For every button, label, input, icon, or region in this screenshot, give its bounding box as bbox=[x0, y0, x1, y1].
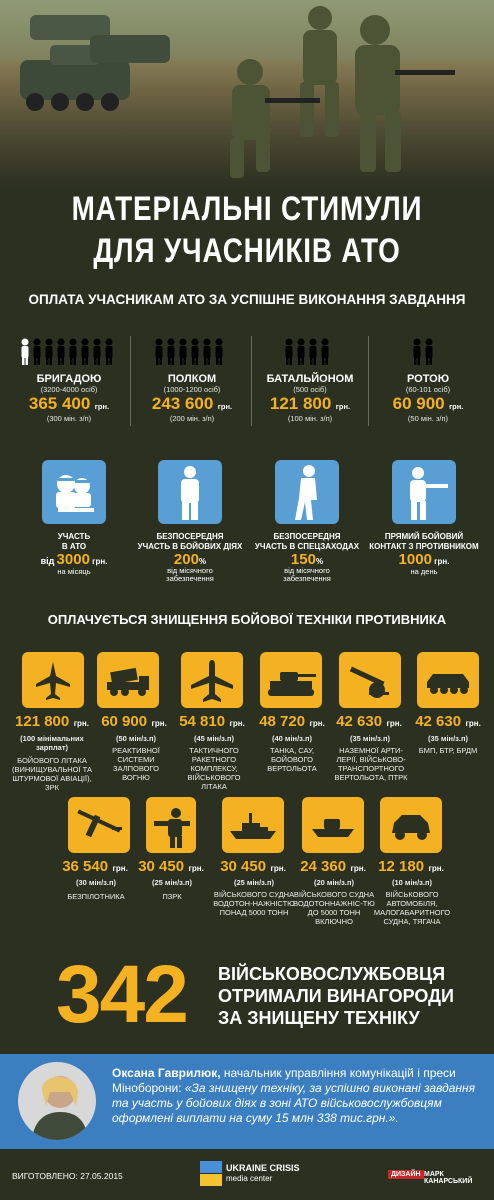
soldier-running-icon bbox=[275, 460, 339, 524]
boat-icon bbox=[302, 797, 364, 853]
reward-value: 12 180 bbox=[378, 858, 425, 875]
unit-min: (300 мін. з/п) bbox=[46, 414, 92, 423]
participation-title: УЧАСТЬ bbox=[57, 532, 91, 541]
participation-unit: грн. bbox=[434, 557, 450, 566]
reward-description: БОЙОВОГО ЛІТАКА (ВИНИЩУВАЛЬНОЇ ТА ШТУРМОВОЇ АВІАЦІЇ), ЗРК bbox=[12, 756, 93, 792]
reward-description: БМП, БТР, БРДМ bbox=[418, 746, 478, 755]
reward-value: 121 800 bbox=[15, 713, 70, 730]
reward-amount bbox=[52, 858, 138, 876]
unit-regiment bbox=[133, 373, 251, 423]
reward-value: 60 900 bbox=[101, 713, 148, 730]
manpads-box bbox=[146, 797, 196, 853]
participation-note: від місячного bbox=[284, 566, 330, 575]
participation-title: УЧАСТЬ В СПЕЦЗАХОДАХ bbox=[254, 542, 360, 551]
big-text-line: ВІЙСЬКОВОСЛУЖБОВЦЯ bbox=[218, 964, 446, 984]
company-people-icon bbox=[412, 338, 442, 366]
reward-amount bbox=[327, 713, 411, 731]
participation-unit: % bbox=[315, 557, 324, 566]
rocket-launcher-icon bbox=[97, 652, 159, 708]
reward-amount bbox=[405, 713, 491, 731]
logo-text: UKRAINE CRISIS bbox=[226, 1163, 300, 1173]
participation-note: на день bbox=[410, 567, 438, 576]
participation-unit: грн. bbox=[92, 557, 108, 566]
person-portrait-icon bbox=[18, 1062, 96, 1140]
unit-people: (60-101 осіб) bbox=[405, 385, 451, 394]
reward-min-wage: (10 мін/з.п) bbox=[391, 878, 432, 887]
participation-title: ПРЯМИЙ БОЙОВИЙ bbox=[384, 532, 464, 541]
unit-company bbox=[369, 373, 487, 423]
reward-amount bbox=[210, 858, 296, 876]
reward-description: ВІЙСЬКОВОГО СУДНА ВОДОТОННАЖНІС-ТЮ ДО 5000 ТОНН ВКЛЮЧНО bbox=[293, 890, 375, 926]
reward-min-wage: (25 мін/з.п) bbox=[151, 878, 192, 887]
reward-currency: грн. bbox=[151, 719, 167, 728]
footer-date: ВИГОТОВЛЕНО: 27.05.2015 bbox=[12, 1171, 123, 1181]
participation-title: БЕЗПОСЕРЕДНЯ bbox=[273, 532, 341, 541]
participation-prefix: від bbox=[40, 556, 55, 566]
unit-people: (1000-1200 осіб) bbox=[163, 385, 221, 394]
unit-currency: грн. bbox=[449, 402, 464, 411]
reward-currency: грн. bbox=[465, 719, 481, 728]
regiment-people-icon bbox=[154, 338, 234, 366]
reward-value: 48 720 bbox=[259, 713, 306, 730]
reward-currency: грн. bbox=[350, 864, 366, 873]
ukraine-crisis-logo-icon bbox=[200, 1161, 222, 1187]
tank-box bbox=[260, 652, 322, 708]
quote-role: Міноборони: bbox=[112, 1081, 185, 1095]
reward-amount bbox=[170, 713, 254, 731]
unit-amount: 121 800 bbox=[269, 394, 332, 413]
drone-box bbox=[68, 797, 130, 853]
reward-value: 30 450 bbox=[220, 858, 267, 875]
reward-description: БЕЗПІЛОТНИКА bbox=[67, 892, 125, 901]
section-destruction-title: ОПЛАЧУЄТЬСЯ ЗНИЩЕННЯ БОЙОВОЇ ТЕХНІКИ ПРОТИВНИКА bbox=[47, 612, 447, 627]
reward-value: 54 810 bbox=[179, 713, 226, 730]
big-text bbox=[218, 963, 454, 1029]
combat-icon-box bbox=[158, 460, 222, 524]
unit-currency: грн. bbox=[94, 402, 110, 411]
participation-value: 1000 bbox=[398, 551, 432, 568]
big-text-line: ЗА ЗНИЩЕНУ ТЕХНІКУ bbox=[218, 1008, 420, 1028]
airplane-box bbox=[181, 652, 243, 708]
soldier-aiming-icon bbox=[392, 460, 456, 524]
special-ops-icon-box bbox=[275, 460, 339, 524]
reward-currency: грн. bbox=[428, 864, 444, 873]
participation-value: 200 bbox=[173, 551, 199, 568]
divider bbox=[130, 336, 131, 426]
artillery-icon bbox=[339, 652, 401, 708]
quote-body: та участь у бойових діях в зоні АТО військовослужбовцям bbox=[112, 1096, 442, 1110]
quote-text bbox=[112, 1066, 488, 1126]
reward-currency: грн. bbox=[309, 719, 325, 728]
reward-value: 42 630 bbox=[415, 713, 462, 730]
unit-label: ПОЛКОМ bbox=[167, 373, 217, 385]
participation-title: УЧАСТЬ В БОЙОВИХ ДІЯХ bbox=[137, 542, 243, 551]
participation-note: від місячного bbox=[167, 566, 213, 575]
section-payment-title: ОПЛАТА УЧАСНИКАМ АТО ЗА УСПІШНЕ ВИКОНАННЯ ЗАВДАННЯ bbox=[28, 292, 466, 307]
reward-min-wage: (35 мін/з.п) bbox=[427, 734, 468, 743]
airplane-icon bbox=[181, 652, 243, 708]
reward-currency: грн. bbox=[270, 864, 286, 873]
reward-amount bbox=[92, 713, 176, 731]
reward-amount bbox=[290, 858, 376, 876]
fighter-jet-box bbox=[22, 652, 84, 708]
reward-amount bbox=[128, 858, 214, 876]
reward-value: 24 360 bbox=[300, 858, 347, 875]
reward-currency: грн. bbox=[386, 719, 402, 728]
unit-min: (50 мін. з/п) bbox=[407, 414, 449, 423]
footer bbox=[0, 1149, 494, 1200]
design-badge: ДИЗАЙН bbox=[388, 1170, 424, 1179]
big-text-line: ОТРИМАЛИ ВИНАГОРОДИ bbox=[218, 986, 454, 1006]
participation-unit: % bbox=[198, 557, 207, 566]
participation-value: 3000 bbox=[56, 551, 90, 568]
reward-value: 30 450 bbox=[138, 858, 185, 875]
participation-title: БЕЗПОСЕРЕДНЯ bbox=[156, 532, 224, 541]
warship-box bbox=[222, 797, 284, 853]
reward-description: ПЗРК bbox=[162, 892, 182, 901]
contact-icon-box bbox=[392, 460, 456, 524]
tank-icon bbox=[260, 652, 322, 708]
participation-title: В АТО bbox=[61, 542, 87, 551]
reward-description: ВІЙСЬКОВОГО СУДНА ВОДОТОН-НАЖНІСТЮ ПОНАД 5000 ТОНН bbox=[213, 890, 295, 917]
unit-people: (3200-4000 осіб) bbox=[40, 385, 98, 394]
unit-amount: 60 900 bbox=[392, 394, 445, 413]
participation-caption bbox=[128, 532, 252, 583]
participation-icon-box bbox=[42, 460, 106, 524]
reward-amount bbox=[250, 713, 334, 731]
unit-amount: 243 600 bbox=[151, 394, 214, 413]
avatar bbox=[18, 1062, 96, 1140]
title-line-2: ДЛЯ УЧАСНИКІВ АТО bbox=[93, 232, 401, 270]
unit-battalion bbox=[251, 373, 369, 423]
reward-min-wage: (30 мін/з.п) bbox=[75, 878, 116, 887]
reward-currency: грн. bbox=[229, 719, 245, 728]
reward-min-wage: (20 мін/з.п) bbox=[313, 878, 354, 887]
reward-currency: грн. bbox=[73, 719, 89, 728]
big-number: 342 bbox=[56, 949, 187, 1040]
unit-label: БАТАЛЬЙОНОМ bbox=[266, 373, 354, 385]
unit-brigade bbox=[10, 373, 128, 423]
apc-box bbox=[417, 652, 479, 708]
reward-min-wage: (25 мін/з.п) bbox=[233, 878, 274, 887]
unit-label: РОТОЮ bbox=[406, 373, 450, 385]
fighter-jet-icon bbox=[22, 652, 84, 708]
reward-amount bbox=[8, 713, 96, 731]
designer-name: МАРК КАНАРСЬКИЙ bbox=[424, 1171, 473, 1185]
quote-author: Оксана Гаврилюк, bbox=[112, 1066, 221, 1080]
unit-currency: грн. bbox=[217, 402, 233, 411]
reward-currency: грн. bbox=[112, 864, 128, 873]
artillery-box bbox=[339, 652, 401, 708]
participation-caption bbox=[245, 532, 369, 583]
soldiers-helmet-icon bbox=[42, 460, 106, 524]
participation-caption bbox=[12, 532, 136, 577]
reward-value: 36 540 bbox=[62, 858, 109, 875]
unit-min: (200 мін. з/п) bbox=[169, 414, 215, 423]
quote-body: оформлені виплати на суму 15 млн 338 тис.грн.». bbox=[112, 1111, 399, 1125]
title-line-1: МАТЕРІАЛЬНІ СТИМУЛИ bbox=[71, 190, 423, 228]
participation-value: 150 bbox=[290, 551, 316, 568]
unit-min: (100 мін. з/п) bbox=[287, 414, 333, 423]
reward-min-wage: (50 мін/з.п) bbox=[115, 734, 156, 743]
quote-role: начальник управління комунікацій і преси bbox=[220, 1066, 456, 1080]
participation-title: КОНТАКТ З ПРОТИВНИКОМ bbox=[369, 542, 479, 551]
reward-min-wage: (35 мін/з.п) bbox=[349, 734, 390, 743]
participation-note: забезпечення bbox=[166, 574, 214, 583]
reward-value: 42 630 bbox=[336, 713, 383, 730]
reward-amount bbox=[368, 858, 454, 876]
unit-amount: 365 400 bbox=[28, 394, 91, 413]
warship-icon bbox=[222, 797, 284, 853]
participation-note: забезпечення bbox=[283, 574, 331, 583]
battalion-people-icon bbox=[284, 338, 334, 366]
reward-description: НАЗЕМНОЇ АРТИ-ЛЕРІЇ, ВІЙСЬКОВО-ТРАНСПОРТНОГО ВЕРТОЛЬОТА, ПТРК bbox=[334, 746, 408, 782]
quote-banner bbox=[0, 1054, 494, 1149]
reward-description: ТАНКА, САУ, БОЙОВОГО ВЕРТОЛЬОТА bbox=[267, 746, 317, 773]
reward-description: РЕАКТИВНОЇ СИСТЕМИ ЗАЛПОВОГО ВОГНЮ bbox=[112, 746, 160, 782]
drone-icon bbox=[68, 797, 130, 853]
reward-min-wage: (45 мін/з.п) bbox=[193, 734, 234, 743]
manpads-icon bbox=[146, 797, 196, 853]
unit-label: БРИГАДОЮ bbox=[36, 373, 102, 385]
rocket-launcher-box bbox=[97, 652, 159, 708]
apc-icon bbox=[417, 652, 479, 708]
reward-currency: грн. bbox=[188, 864, 204, 873]
unit-currency: грн. bbox=[335, 402, 351, 411]
truck-icon bbox=[380, 797, 442, 853]
unit-people: (500 осіб) bbox=[293, 385, 327, 394]
reward-description: ТАКТИЧНОГО РАКЕТНОГО КОМПЛЕКСУ, ВІЙСЬКОВОГО ЛІТАКА bbox=[187, 746, 241, 791]
reward-min-wage: (100 мінімальних зарплат) bbox=[20, 734, 84, 752]
reward-description: ВІЙСЬКОВОГО АВТОМОБІЛЯ, МАЛОГАБАРИТНОГО СУДНА, ТЯГАЧА bbox=[373, 890, 451, 926]
participation-caption bbox=[362, 532, 486, 577]
logo-subtext: media center bbox=[226, 1174, 273, 1183]
soldier-standing-icon bbox=[158, 460, 222, 524]
quote-body: «За знищену техніку, за успішно виконані завдання bbox=[184, 1081, 476, 1095]
truck-box bbox=[380, 797, 442, 853]
boat-box bbox=[302, 797, 364, 853]
reward-min-wage: (40 мін/з.п) bbox=[271, 734, 312, 743]
brigade-people-icon bbox=[20, 338, 120, 366]
participation-note: на місяць bbox=[57, 567, 91, 576]
